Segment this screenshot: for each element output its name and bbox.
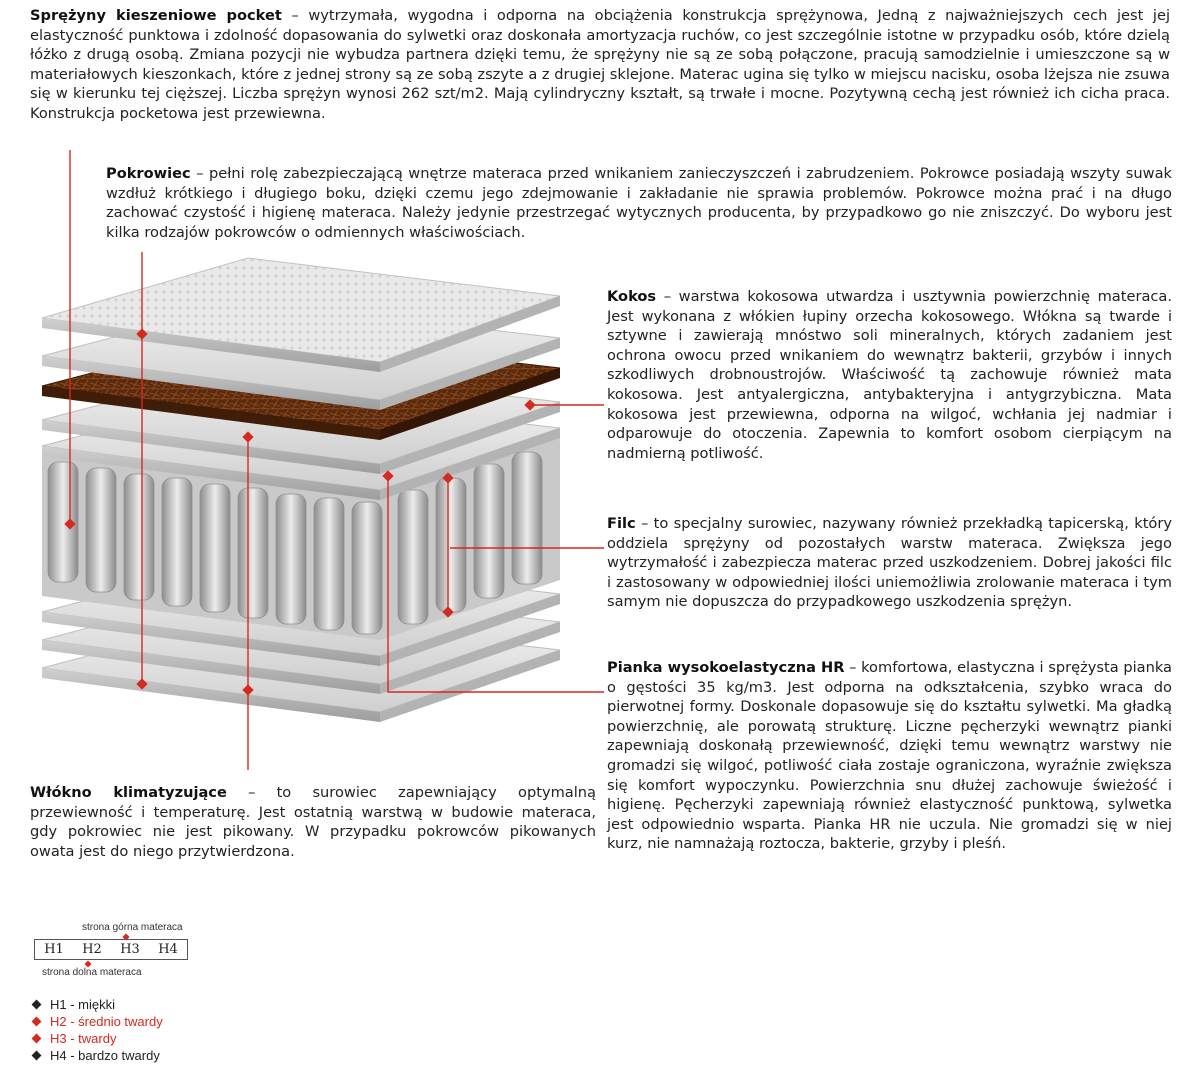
diamond-icon xyxy=(32,1017,42,1027)
felt-description xyxy=(607,514,1172,612)
pocket-springs-text: – wytrzymała, wygodna i odporna na obciążenia konstrukcja sprężynowa, Jedną z najważniejszych cech jest jej elastyczność punktowa i zdolność dopasowania do sylwetki oraz doskonała amortyzacja ruchów, co jest szczególnie istotne w przypadku osób, które dzielą łóżko z drugą osobą. Zmiana pozycji nie wybudza partnera dzięki temu, że sprężyny nie są ze sobą połączone, pracują samodzielnie i umieszczone są w materiałowych kieszonkach, które z jednej strony są ze sobą zszyte a z drugiej sklejone. Materac ugina się tylko w miejscu nacisku, osoba lżejsza nie zsuwa się w kierunku tej cięższej. Liczba sprężyn wynosi 262 szt/m2. Mają cylindryczny kształt, są trwałe i mocne. Pozytywną cechą jest również ich cicha praca. Konstrukcja pocketowa jest przewiewna. xyxy=(30,7,1170,122)
hr-foam-description xyxy=(607,658,1172,854)
diamond-icon xyxy=(32,1051,42,1061)
hardness-cell-h3: H3 xyxy=(111,940,149,960)
legend-item-h4 xyxy=(30,1047,163,1064)
hardness-legend xyxy=(30,996,163,1064)
coconut-title: Kokos xyxy=(607,288,657,305)
cover-text: – pełni rolę zabezpieczającą wnętrze materaca przed wnikaniem zanieczyszczeń i zabrudzeniem. Pokrowce posiadają wszyty suwak wzdłuż krótkiego i długiego boku, dzięki czemu jego zdejmowanie i zakładanie nie sprawia problemów. Pokrowce można prać i na długo zachować czystość i higienę materaca. Należy jedynie przestrzegać wytycznych producenta, by przypadkowo go nie zniszczyć. Do wyboru jest kilka rodzajów pokrowców o odmiennych właściwościach. xyxy=(106,165,1172,241)
legend-label-h4: H4 - bardzo twardy xyxy=(50,1048,160,1063)
hr-foam-title: Pianka wysokoelastyczna HR xyxy=(607,659,845,676)
cover-description xyxy=(106,164,1172,242)
legend-label-h2: H2 - średnio twardy xyxy=(50,1014,163,1029)
climate-fiber-title: Włókno klimatyzujące xyxy=(30,784,227,801)
hardness-cell-h2: H2 xyxy=(73,940,111,960)
legend-item-h3 xyxy=(30,1030,163,1047)
legend-label-h1: H1 - miękki xyxy=(50,997,116,1012)
felt-text: – to specjalny surowiec, nazywany również przekładką tapicerską, który oddziela sprężyny od pozostałych warstw materaca. Zwiększa jego wytrzymałość i zabezpiecza materac przed uszkodzeniem. Dobrej jakości filc i zastosowany w odpowiedniej ilości uniemożliwia zrolowanie materaca i tym samym nie dopuszcza do przypadkowego uszkodzenia sprężyn. xyxy=(607,515,1172,611)
coconut-description xyxy=(607,287,1172,463)
legend-item-h1 xyxy=(30,996,163,1013)
diamond-icon xyxy=(32,1000,42,1010)
hardness-top-side-label: strona górna materaca xyxy=(82,922,183,933)
hardness-scale-table xyxy=(34,939,188,960)
diamond-icon xyxy=(32,1034,42,1044)
coconut-text: – warstwa kokosowa utwardza i usztywnia powierzchnię materaca. Jest wykonana z włókien łupiny orzecha kokosowego. Włókna są twarde i sztywne i zawierają mnóstwo soli mineralnych, których zadaniem jest ochrona owocu przed wnikaniem do wewnątrz bakterii, grzybów i innych szkodliwych drobnoustrojów. Właściwość tą zachowuje również mata kokosowa. Jest antyalergiczna, antybakteryjna i antygrzybiczna. Mata kokosowa jest przewiewna, odporna na wilgoć, wchłania jej nadmiar i odparowuje do otoczenia. Zapewnia to komfort osobom cierpiącym na nadmierną potliwość. xyxy=(607,288,1172,462)
hardness-cell-h4: H4 xyxy=(149,940,188,960)
climate-fiber-text: – to surowiec zapewniający optymalną przewiewność i temperaturę. Jest ostatnią warstwą w budowie materaca, gdy pokrowiec nie jest pikowany. W przypadku pokrowców pikowanych owata jest do niego przytwierdzona. xyxy=(30,784,596,860)
hardness-cell-h1: H1 xyxy=(35,940,74,960)
hr-foam-text: – komfortowa, elastyczna i sprężysta pianka o gęstości 35 kg/m3. Jest odporna na odkształcenia, szybko wraca do pierwotnej formy. Doskonale dopasowuje się do kształtu sylwetki. Ma gładką powierzchnię, ale porowatą strukturę. Liczne pęcherzyki wewnątrz pianki zapewniają doskonałą przewiewność, dzięki temu wewnątrz warstwy nie gromadzi się wilgoć, potliwość ciała zostaje ograniczona, wyraźnie zwiększa się komfort wypoczynku. Powierzchnia snu dłużej zachowuje świeżość i higienę. Pęcherzyki zapewniają również elastyczność punktową, sylwetka jest odpowiednio wsparta. Pianka HR nie uczula. Nie gromadzi się w niej kurz, nie namnażają roztocza, bakterie, grzyby i pleśń. xyxy=(607,659,1172,853)
legend-item-h2 xyxy=(30,1013,163,1030)
legend-label-h3: H3 - twardy xyxy=(50,1031,117,1046)
pocket-springs-description xyxy=(30,6,1170,124)
hardness-bottom-side-label: strona dolna materaca xyxy=(42,967,142,978)
felt-title: Filc xyxy=(607,515,636,532)
pocket-springs-title: Sprężyny kieszeniowe pocket xyxy=(30,7,282,24)
cover-title: Pokrowiec xyxy=(106,165,191,182)
climate-fiber-description xyxy=(30,783,596,861)
